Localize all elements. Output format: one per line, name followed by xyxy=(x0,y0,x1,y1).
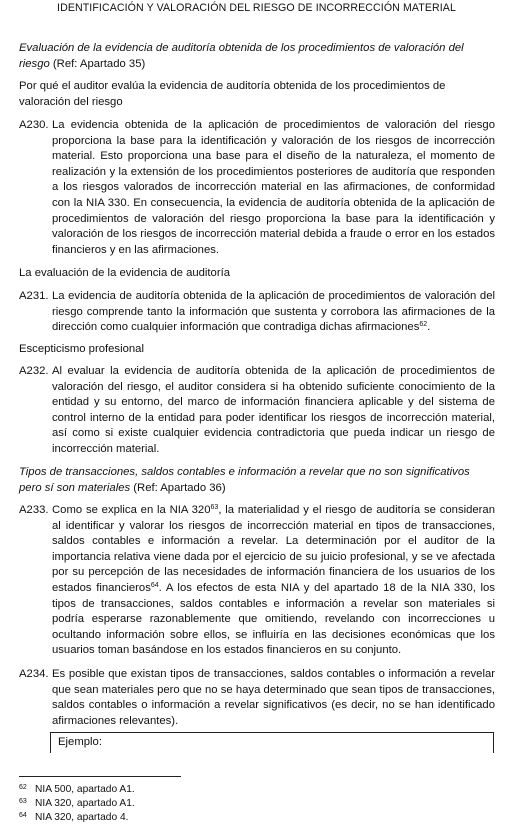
paragraph-body: La evidencia de auditoría obtenida de la aplicación de procedimientos de valoración del riesgo comprende tanto la información que sustenta y corrobora las afirmaciones de la dirección como cualquier información que contradiga dichas afirmaciones xyxy=(52,290,495,334)
section-heading-title: Evaluación de la evidencia de auditoría obtenida de los procedimientos de valoración del riesgo xyxy=(19,42,464,70)
footnote-text: NIA 320, apartado A1. xyxy=(35,798,135,809)
footnote-ref: 62 xyxy=(419,321,428,329)
subheading-escepticismo: Escepticismo profesional xyxy=(19,343,144,355)
footnote-divider xyxy=(19,776,181,777)
footnote-ref: 64 xyxy=(150,581,159,589)
paragraph-body-part3: . A los efectos de esta NIA y del apartado 18 de la NIA 330, los tipos de transacciones, saldos contables e información a revelar son materiales si podría esperarse razonablemente que omitiendo, revelando con incorrecciones u ocultando información sobre ellos, se influiría en las decisiones económicas que los usuarios toman basándose en los estados financieros en su conjunto. xyxy=(52,581,495,657)
running-header: IDENTIFICACIÓN Y VALORACIÓN DEL RIESGO DE INCORRECCIÓN MATERIAL xyxy=(57,2,456,14)
footnote-number: 62 xyxy=(19,784,27,791)
section-heading-ref: (Ref: Apartado 35) xyxy=(52,57,146,70)
section-heading-tipos xyxy=(19,465,495,496)
footnote-number: 64 xyxy=(19,812,27,819)
paragraph-a231 xyxy=(19,289,495,337)
paragraph-number: A232. xyxy=(19,365,49,377)
paragraph-number: A231. xyxy=(19,290,49,302)
paragraph-text xyxy=(52,289,495,336)
example-label: Ejemplo: xyxy=(58,736,102,748)
paragraph-a233 xyxy=(19,503,495,663)
footnote-number: 63 xyxy=(19,798,27,805)
paragraph-number: A234. xyxy=(19,668,49,680)
paragraph-a230 xyxy=(19,118,495,258)
example-box xyxy=(50,732,494,753)
paragraph-end: . xyxy=(427,321,431,334)
footnote-text: NIA 320, apartado 4. xyxy=(35,812,129,823)
paragraph-number: A230. xyxy=(19,119,49,131)
paragraph-a234 xyxy=(19,667,495,731)
subheading-evaluacion-evidencia: La evaluación de la evidencia de auditoría xyxy=(19,267,231,279)
footnote-ref: 63 xyxy=(210,504,219,511)
paragraph-text: Al evaluar la evidencia de auditoría obtenida de la aplicación de procedimientos de valoración del riesgo, el auditor considera si ha obtenido suficiente conocimiento de la entidad y su entorno, del marco de información financiera aplicable y del sistema de control interno de la entidad para poder identificar los riesgos de incorrección material, así como si existe cualquier evidencia contradictoria que pueda indicar un riesgo de incorrección material. xyxy=(52,365,495,455)
section-heading-ref: (Ref: Apartado 36) xyxy=(133,481,226,494)
paragraph-body-part2: , la materialidad y el riesgo de auditoría se consideran al identificar y valorar los riesgos de incorrección material en tipos de transacciones, saldos contables e información a revelar. La determinación por el auditor de la importancia relativa viene dada por el ejercicio de su juicio profesional, y se ve afectada por su percepción de las necesidades de información financiera de los usuarios de los estados financieros xyxy=(52,504,496,594)
paragraph-body-part1: Como se explica en la NIA 320 xyxy=(52,504,211,516)
section-heading-evaluacion xyxy=(19,41,495,72)
section-heading-title: Tipos de transacciones, saldos contables e información a revelar que no son significativos pero sí son materiales xyxy=(19,466,470,494)
subheading-por-que: Por qué el auditor evalúa la evidencia de auditoría obtenida de los procedimientos de valoración del riesgo xyxy=(19,80,446,108)
paragraph-text: La evidencia obtenida de la aplicación de procedimientos de valoración del riesgo proporciona la base para la identificación y valoración de los riesgos de incorrección material. Esto proporciona una base para el diseño de la naturaleza, el momento de realización y la extensión de los procedimientos posteriores de auditoría que responden a los riesgos valorados de incorrección material en las afirmaciones, de conformidad con la NIA 330. En consecuencia, la evidencia de auditoría obtenida de la aplicación de procedimientos de valoración del riesgo proporciona la base para la identificación y valoración de los riesgos de incorrección material debida a fraude o error en los estados financieros y en las afirmaciones. xyxy=(52,119,495,256)
footnote-text: NIA 500, apartado A1. xyxy=(35,784,135,795)
paragraph-number: A233. xyxy=(19,504,49,516)
paragraph-text: Es posible que existan tipos de transacciones, saldos contables o información a revelar que sean materiales pero que no se haya determinado que sean tipos de transacciones, saldos contables o información a revelar significativos (es decir, no se han identificado afirmaciones relevantes). xyxy=(52,668,495,727)
paragraph-a232 xyxy=(19,364,495,460)
paragraph-text xyxy=(52,503,495,659)
